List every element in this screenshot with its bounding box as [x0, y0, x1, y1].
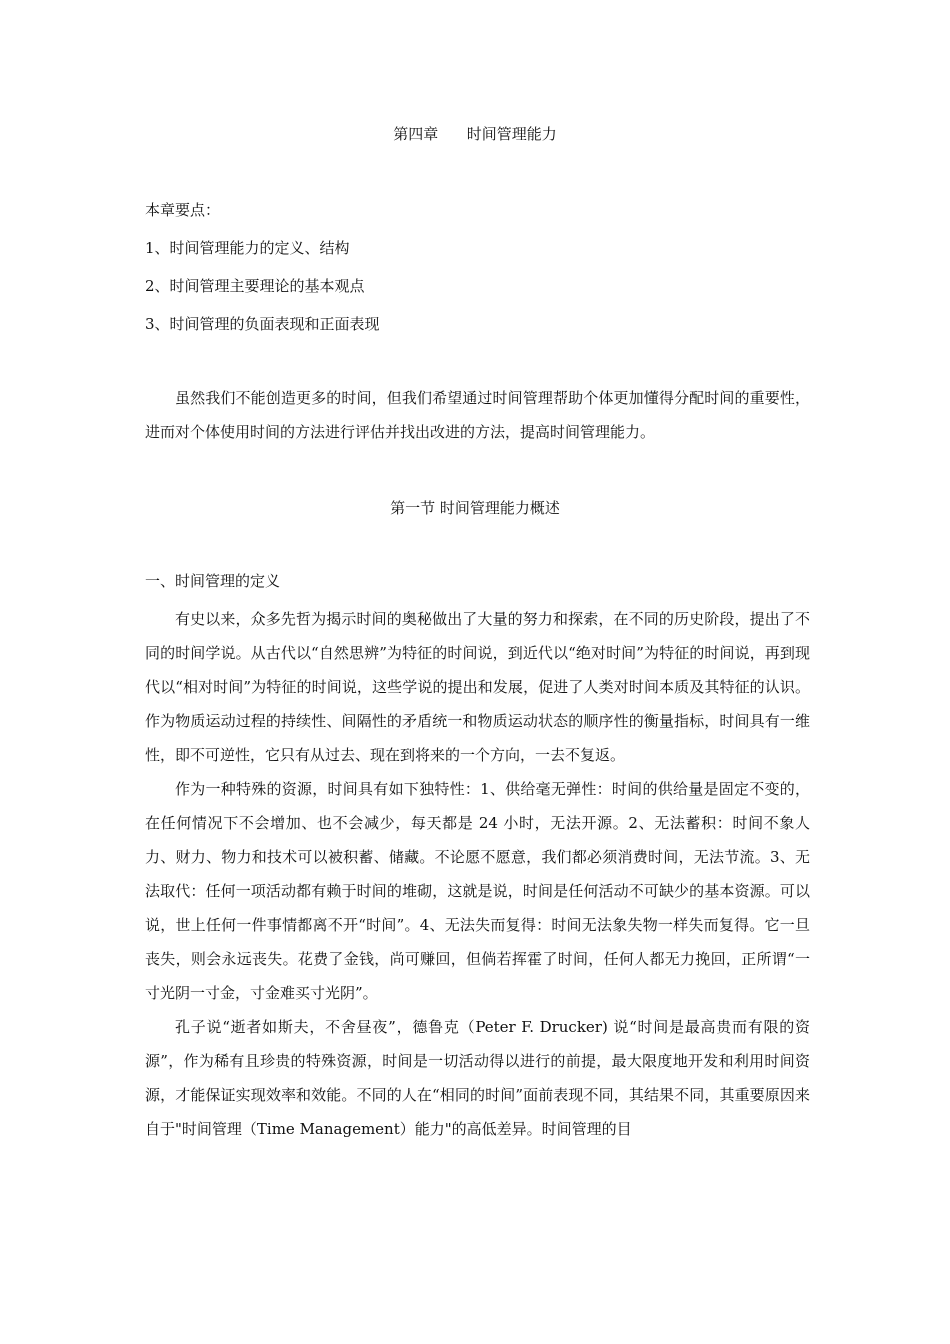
body-paragraph: 孔子说“逝者如斯夫，不舍昼夜”，德鲁克（Peter F. Drucker) 说“时间是最高贵而有限的资源”，作为稀有且珍贵的特殊资源，时间是一切活动得以进行的前提，最大限度地开发和利用时间资源，才能保证实现效率和效能。不同的人在“相同的时间”面前表现不同，其结果不同，其重要原因来自于"时间管理（Time Management）能力"的高低差异。时间管理的目: [145, 1018, 810, 1138]
subsection-title: 一、时间管理的定义: [145, 572, 281, 590]
chapter-title: 第四章 时间管理能力: [393, 125, 557, 143]
section-title: 第一节 时间管理能力概述: [390, 499, 560, 517]
key-point-item: 2、时间管理主要理论的基本观点: [145, 277, 365, 295]
key-point-item: 3、时间管理的负面表现和正面表现: [145, 315, 380, 333]
section-body: [145, 602, 810, 1146]
body-paragraph: 作为一种特殊的资源，时间具有如下独特性：1、供给毫无弹性：时间的供给量是固定不变的，在任何情况下不会增加、也不会减少，每天都是 24 小时，无法开源。2、无法蓄积：时间不象人力、财力、物力和技术可以被积蓄、储藏。不论愿不愿意，我们都必须消费时间，无法节流。3、无法取代：任何一项活动都有赖于时间的堆砌，这就是说，时间是任何活动不可缺少的基本资源。可以说，世上任何一件事情都离不开“时间”。4、无法失而复得：时间无法象失物一样失而复得。它一旦丧失，则会永远丧失。花费了金钱，尚可赚回，但倘若挥霍了时间，任何人都无力挽回，正所谓“一寸光阴一寸金，寸金难买寸光阴”。: [145, 780, 810, 1002]
key-points-heading: 本章要点：: [145, 201, 221, 219]
key-points-list: [145, 199, 815, 351]
body-paragraph: 有史以来，众多先哲为揭示时间的奥秘做出了大量的努力和探索，在不同的历史阶段，提出了不同的时间学说。从古代以“自然思辨”为特征的时间说，到近代以“绝对时间”为特征的时间说，再到现代以“相对时间”为特征的时间说，这些学说的提出和发展，促进了人类对时间本质及其特征的认识。作为物质运动过程的持续性、间隔性的矛盾统一和物质运动状态的顺序性的衡量指标，时间具有一维性，即不可逆性，它只有从过去、现在到将来的一个方向，一去不复返。: [145, 610, 810, 764]
key-point-item: 1、时间管理能力的定义、结构: [145, 239, 350, 257]
intro-paragraph: 虽然我们不能创造更多的时间，但我们希望通过时间管理帮助个体更加懂得分配时间的重要性，进而对个体使用时间的方法进行评估并找出改进的方法，提高时间管理能力。: [145, 389, 810, 441]
